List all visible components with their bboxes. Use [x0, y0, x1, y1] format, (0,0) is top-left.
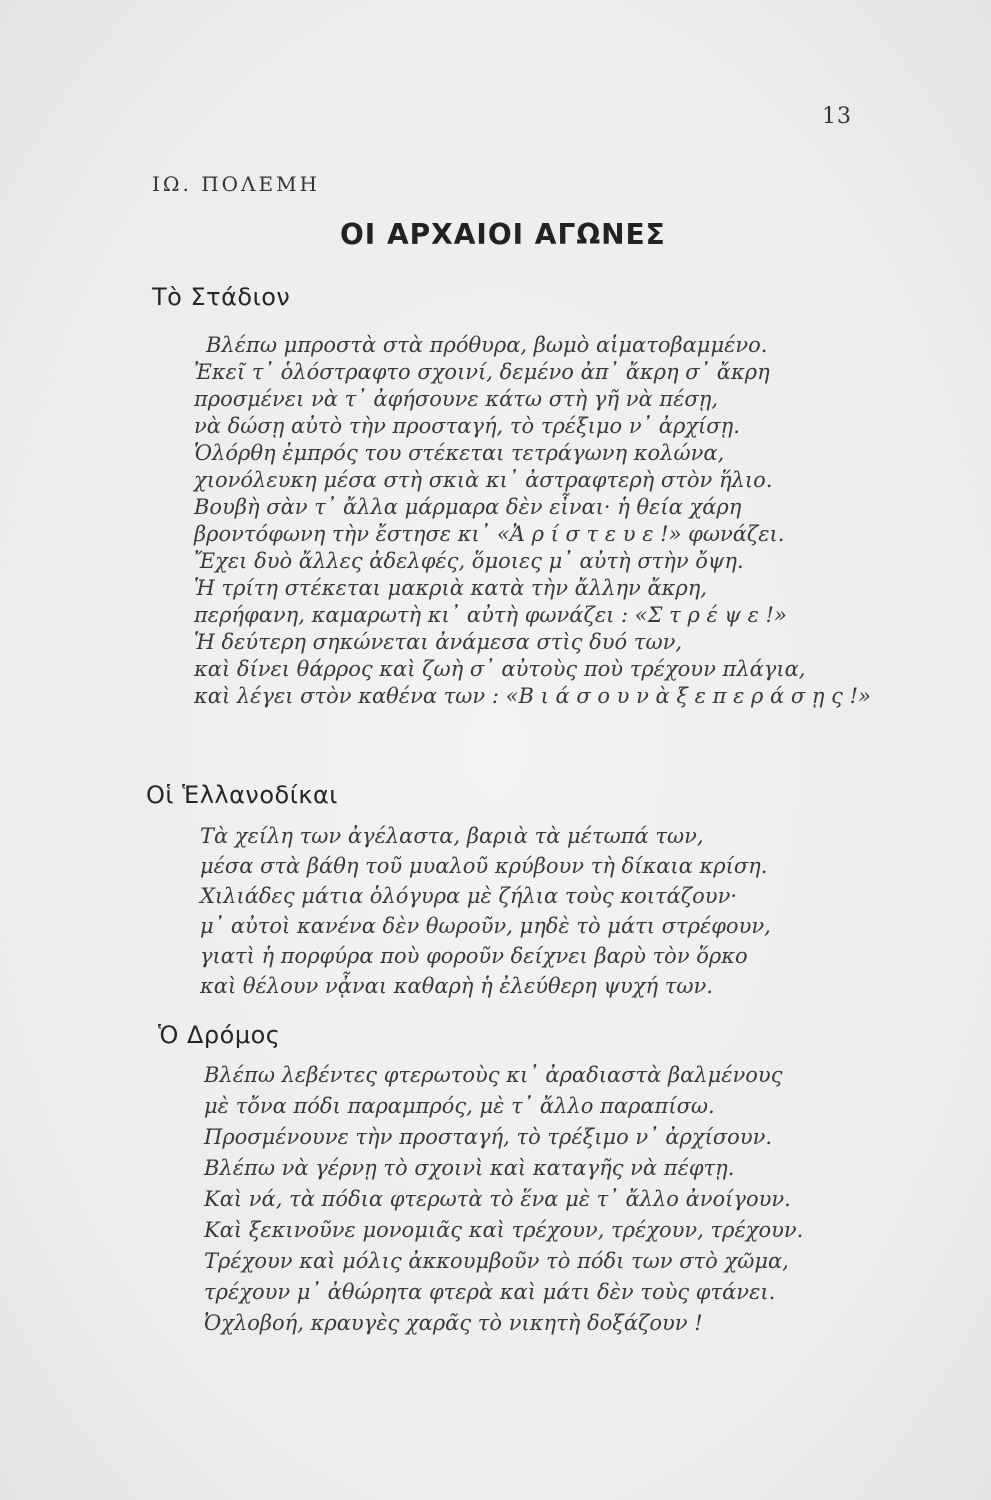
verse-line: νὰ δώσῃ αὐτὸ τὴν προσταγή, τὸ τρέξιμο ν᾽ ἀρχίσῃ. — [194, 414, 740, 438]
verse-line: καὶ δίνει θάρρος καὶ ζωὴ σ᾽ αὐτοὺς ποὺ τρέχουν πλάγια, — [194, 657, 806, 681]
verse-line: τρέχουν μ᾽ ἀθώρητα φτερὰ καὶ μάτι δὲν τοὺς φτάνει. — [204, 1280, 776, 1304]
page-number: 13 — [822, 104, 852, 129]
verse-line: Ἔχει δυὸ ἄλλες ἀδελφές, ὅμοιες μ᾽ αὐτὴ στὴν ὄψη. — [194, 549, 744, 573]
author-name: ΙΩ. ΠΟΛΕΜΗ — [152, 172, 320, 196]
verse-line: γιατὶ ἡ πορφύρα ποὺ φοροῦν δείχνει βαρὺ τὸν ὅρκο — [200, 944, 748, 968]
verse-line: Καὶ νά, τὰ πόδια φτερωτὰ τὸ ἕνα μὲ τ᾽ ἄλλο ἀνοίγουν. — [204, 1187, 791, 1211]
verse-line: βροντόφωνη τὴν ἔστησε κι᾽ «Ἀ ρ ί σ τ ε υ ε !» φωνάζει. — [194, 522, 785, 546]
verse-line: καὶ λέγει στὸν καθένα των : «Β ι ά σ ο υ ν ὰ ξ ε π ε ρ ά σ ῃ ς !» — [194, 684, 871, 708]
verse-line: Βλέπω μπροστὰ στὰ πρόθυρα, βωμὸ αἱματοβαμμένο. — [206, 333, 768, 357]
verse-line: Βουβὴ σὰν τ᾽ ἄλλα μάρμαρα δὲν εἶναι· ἡ θεία χάρη — [194, 495, 742, 519]
verse-line: Βλέπω λεβέντες φτερωτοὺς κι᾽ ἀραδιαστὰ βαλμένους — [204, 1063, 783, 1087]
verse-line: Καὶ ξεκινοῦνε μονομιᾶς καὶ τρέχουν, τρέχουν, τρέχουν. — [204, 1218, 804, 1242]
verse-line: Τρέχουν καὶ μόλις ἀκκουμβοῦν τὸ πόδι των στὸ χῶμα, — [204, 1249, 789, 1273]
verse-line: Ἐκεῖ τ᾽ ὁλόστραφτο σχοινί, δεμένο ἀπ᾽ ἄκρη σ᾽ ἄκρη — [194, 360, 770, 384]
verse-line: Ὁλόρθη ἐμπρός του στέκεται τετράγωνη κολώνα, — [194, 441, 725, 465]
verse-line: μὲ τὄνα πόδι παραμπρός, μὲ τ᾽ ἄλλο παραπίσω. — [204, 1094, 715, 1118]
verse-line: προσμένει νὰ τ᾽ ἀφήσουνε κάτω στὴ γῆ νὰ πέσῃ, — [194, 387, 718, 411]
verse-line: χιονόλευκη μέσα στὴ σκιὰ κι᾽ ἀστραφτερὴ στὸν ἥλιο. — [194, 468, 773, 492]
section-heading-hellanodikai: Οἱ Ἑλλανοδίκαι — [146, 781, 338, 809]
verse-line: μ᾽ αὐτοὶ κανένα δὲν θωροῦν, μηδὲ τὸ μάτι στρέφουν, — [200, 914, 771, 938]
section-heading-dromos: Ὁ Δρόμος — [158, 1021, 281, 1049]
verse-line: Προσμένουνε τὴν προσταγή, τὸ τρέξιμο ν᾽ ἀρχίσουν. — [204, 1125, 773, 1149]
verse-line: Ἡ δεύτερη σηκώνεται ἀνάμεσα στὶς δυό των, — [194, 630, 683, 654]
verse-line: Ὀχλοβοή, κραυγὲς χαρᾶς τὸ νικητὴ δοξάζουν ! — [204, 1311, 703, 1335]
verse-line: Τὰ χείλη των ἀγέλαστα, βαριὰ τὰ μέτωπά των, — [200, 824, 704, 848]
verse-line: Ἡ τρίτη στέκεται μακριὰ κατὰ τὴν ἄλλην ἄκρη, — [194, 576, 708, 600]
verse-line: μέσα στὰ βάθη τοῦ μυαλοῦ κρύβουν τὴ δίκαια κρίση. — [200, 854, 768, 878]
section-heading-stadion: Τὸ Στάδιον — [152, 283, 291, 311]
verse-line: περήφανη, καμαρωτὴ κι᾽ αὐτὴ φωνάζει : «Σ τ ρ έ ψ ε !» — [194, 603, 787, 627]
verse-line: Βλέπω νὰ γέρνῃ τὸ σχοινὶ καὶ καταγῆς νὰ πέφτῃ. — [204, 1156, 735, 1180]
verse-line: Χιλιάδες μάτια ὁλόγυρα μὲ ζήλια τοὺς κοιτάζουν· — [200, 884, 738, 908]
verse-line: καὶ θέλουν νᾆναι καθαρὴ ἡ ἐλεύθερη ψυχή των. — [200, 974, 713, 998]
poem-title: ΟΙ ΑΡΧΑΙΟΙ ΑΓΩΝΕΣ — [340, 218, 666, 251]
